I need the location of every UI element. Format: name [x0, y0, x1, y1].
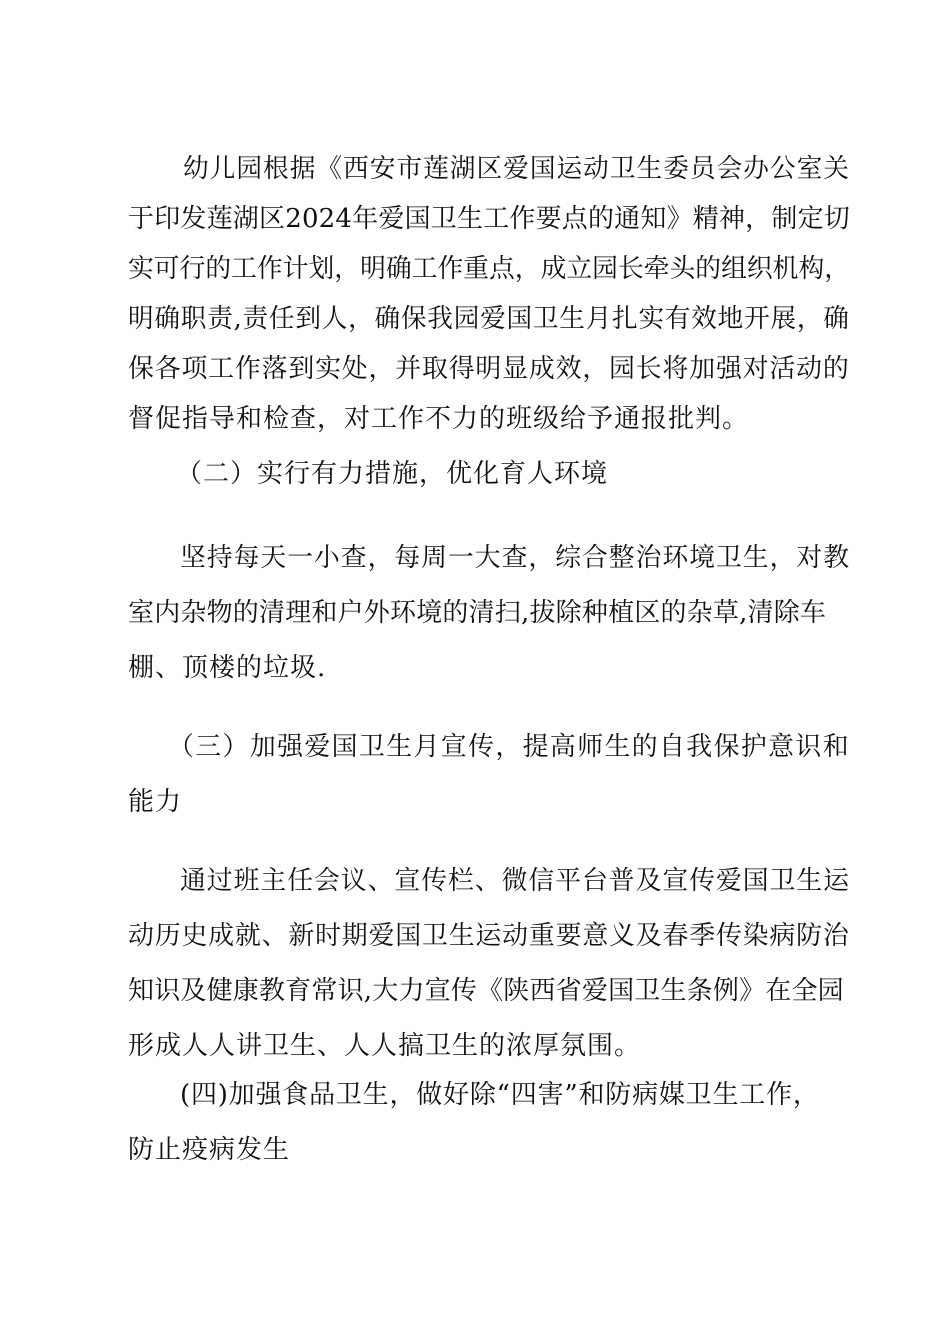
paragraph-line: 督促指导和检查，对工作不力的班级给予通报批判。 [128, 404, 750, 434]
paragraph-line: 坚持每天一小查，每周一大查，综合整治环境卫生，对教 [180, 543, 851, 573]
paragraph-line: 保各项工作落到实处，并取得明显成效，园长将加强对活动的 [128, 354, 850, 384]
section-heading: (四)加强食品卫生，做好除“四害”和防病媒卫生工作， [180, 1080, 820, 1110]
paragraph-line: 幼儿园根据《西安市莲湖区爱国运动卫生委员会办公室关 [183, 154, 850, 184]
section-heading: 能力 [128, 787, 183, 817]
paragraph-line: 于印发莲湖区2024年爱国卫生工作要点的通知》精神，制定切 [128, 204, 850, 234]
section-heading: （二）实行有力措施，优化育人环境 [176, 459, 609, 489]
section-heading: （三）加强爱国卫生月宣传，提高师生的自我保护意识和 [168, 732, 851, 762]
paragraph-line: 动历史成就、新时期爱国卫生运动重要意义及春季传染病防治 [128, 921, 850, 951]
paragraph-line: 通过班主任会议、宣传栏、微信平台普及宣传爱国卫生运 [180, 866, 851, 896]
paragraph-line: 明确职责,责任到人，确保我园爱国卫生月扎实有效地开展，确 [128, 304, 850, 334]
section-heading: 防止疫病发生 [128, 1135, 291, 1165]
paragraph-line: 室内杂物的清理和户外环境的清扫,拔除种植区的杂草,清除车 [128, 598, 827, 628]
paragraph-line: 棚、顶楼的垃圾. [128, 653, 327, 683]
paragraph-line: 知识及健康教育常识,大力宣传《陕西省爱国卫生条例》在全园 [128, 976, 844, 1006]
paragraph-line: 形成人人讲卫生、人人搞卫生的浓厚氛围。 [128, 1031, 642, 1061]
paragraph-line: 实可行的工作计划，明确工作重点，成立园长牵头的组织机构， [128, 254, 851, 284]
